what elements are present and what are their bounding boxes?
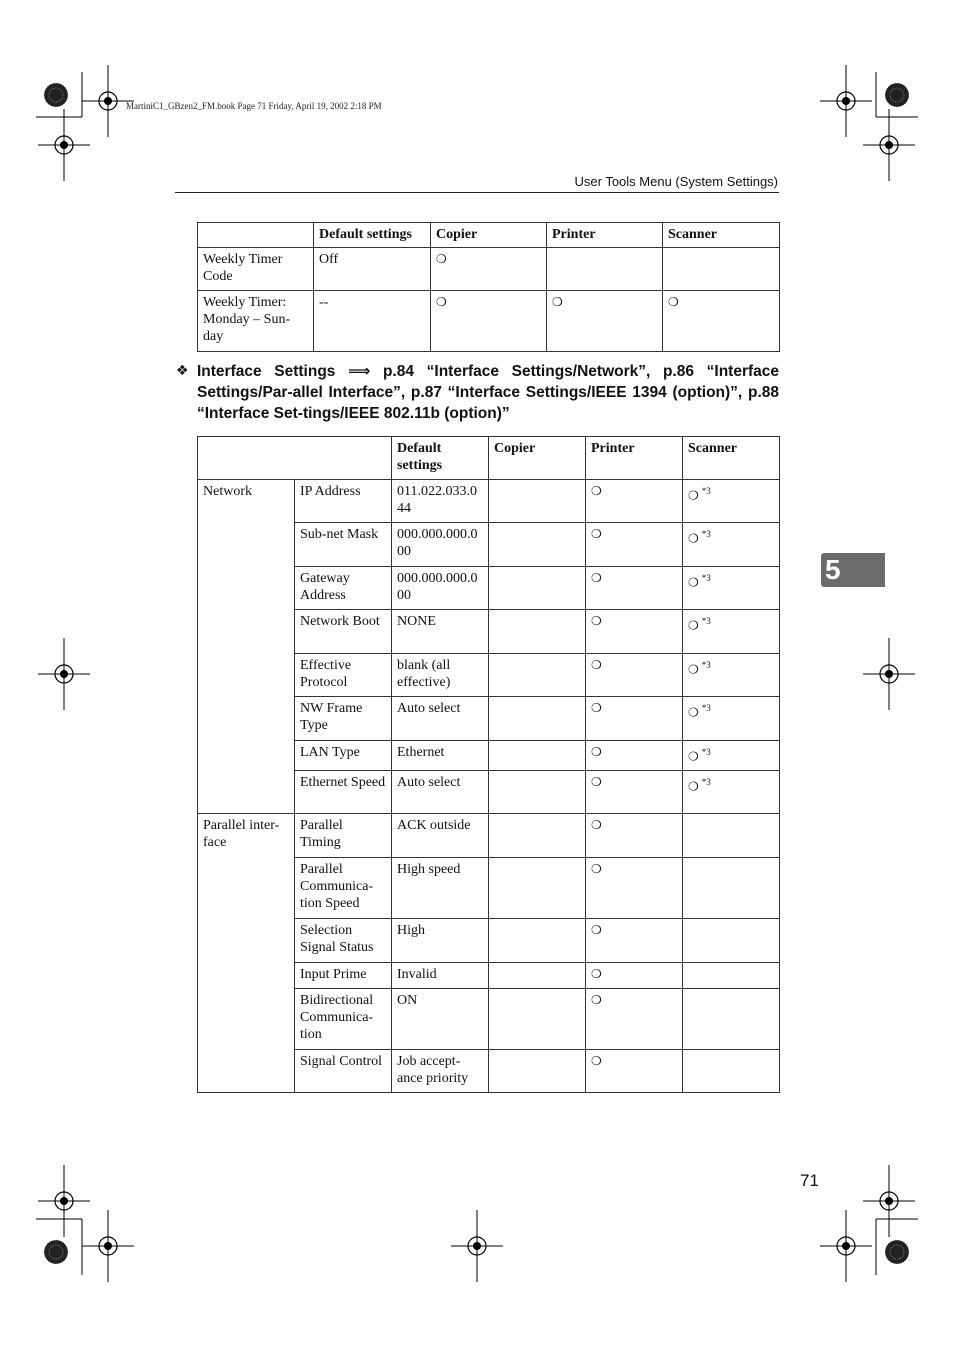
footnote-ref: *3 <box>701 747 711 757</box>
column-header: Printer <box>547 223 663 248</box>
scanner-cell <box>683 523 780 567</box>
copier-cell <box>489 654 586 697</box>
printer-cell: ❍ <box>586 813 683 857</box>
setting-name: IP Address <box>295 480 392 523</box>
row-label: Weekly Timer: Monday – Sun-day <box>198 291 314 352</box>
copier-cell <box>489 1049 586 1092</box>
column-header <box>198 437 392 480</box>
copier-cell <box>489 988 586 1049</box>
setting-name: Selection Signal Status <box>295 918 392 962</box>
table-header-row <box>198 223 780 248</box>
copier-cell <box>489 857 586 918</box>
copier-cell <box>489 697 586 741</box>
row-label: Weekly Timer Code <box>198 248 314 291</box>
table-cell <box>547 248 663 291</box>
copier-cell <box>489 567 586 610</box>
printer-cell: ❍ <box>586 741 683 771</box>
printer-cell: ❍ <box>586 610 683 654</box>
default-value: Auto select <box>392 770 489 813</box>
footnote-ref: *3 <box>701 486 711 496</box>
default-value: Job accept-ance priority <box>392 1049 489 1092</box>
default-value: ON <box>392 988 489 1049</box>
setting-name: NW Frame Type <box>295 697 392 741</box>
section-title: Interface Settings <box>197 363 336 380</box>
running-head: User Tools Menu (System Settings) <box>574 174 778 189</box>
setting-name: Parallel Communica-tion Speed <box>295 857 392 918</box>
table-row <box>198 813 780 857</box>
group-label: Parallel inter-face <box>198 813 295 1092</box>
scanner-cell <box>683 770 780 813</box>
scanner-cell <box>683 918 780 962</box>
table-cell: ❍ <box>431 291 547 352</box>
table-row <box>198 248 780 291</box>
scanner-cell <box>683 962 780 988</box>
scanner-cell <box>683 988 780 1049</box>
column-header: Scanner <box>663 223 780 248</box>
copier-cell <box>489 610 586 654</box>
copier-cell <box>489 770 586 813</box>
setting-name: Signal Control <box>295 1049 392 1092</box>
availability-mark: ❍ <box>688 575 699 590</box>
table-header-row <box>198 437 780 480</box>
setting-name: Ethernet Speed <box>295 770 392 813</box>
table-cell: ❍ <box>663 291 780 352</box>
scanner-cell <box>683 857 780 918</box>
table-row <box>198 480 780 523</box>
column-header: Printer <box>586 437 683 480</box>
footnote-ref: *3 <box>701 616 711 626</box>
chapter-tab: 5 <box>821 553 885 587</box>
column-header: Default settings <box>392 437 489 480</box>
printer-cell: ❍ <box>586 1049 683 1092</box>
column-header: Scanner <box>683 437 780 480</box>
printer-cell: ❍ <box>586 523 683 567</box>
scanner-cell <box>683 697 780 741</box>
printer-cell: ❍ <box>586 770 683 813</box>
scanner-cell <box>683 741 780 771</box>
table-cell: ❍ <box>431 248 547 291</box>
footnote-ref: *3 <box>701 776 711 787</box>
setting-name: Gateway Address <box>295 567 392 610</box>
footnote-ref: *3 <box>701 703 711 713</box>
scanner-cell <box>683 610 780 654</box>
column-header: Copier <box>489 437 586 480</box>
arrow-icon: ⟹ <box>348 363 371 380</box>
table-cell: -- <box>314 291 431 352</box>
default-value: High speed <box>392 857 489 918</box>
column-header <box>198 223 314 248</box>
copier-cell <box>489 918 586 962</box>
section-references: p.84 “Interface Settings/Network”, p.86 “Interface Settings/Par-allel Interface”, p.87 “Interface Settings/IEEE 1394 (option)”, p.88 “Interface Set-tings/IEEE 802.11b (option)” <box>197 363 779 422</box>
copier-cell <box>489 741 586 771</box>
scanner-cell <box>683 813 780 857</box>
scanner-cell <box>683 567 780 610</box>
column-header: Copier <box>431 223 547 248</box>
printer-cell: ❍ <box>586 918 683 962</box>
printer-cell: ❍ <box>586 654 683 697</box>
default-value: ACK outside <box>392 813 489 857</box>
default-value: NONE <box>392 610 489 654</box>
printer-cell: ❍ <box>586 480 683 523</box>
diamond-bullet-icon: ❖ <box>176 363 189 379</box>
copier-cell <box>489 813 586 857</box>
default-value: Invalid <box>392 962 489 988</box>
scanner-cell <box>683 1049 780 1092</box>
default-value: 000.000.000.0 00 <box>392 523 489 567</box>
default-value: High <box>392 918 489 962</box>
default-value: Ethernet <box>392 741 489 771</box>
availability-mark: ❍ <box>688 779 699 794</box>
table-cell <box>663 248 780 291</box>
availability-mark: ❍ <box>688 531 699 546</box>
availability-mark: ❍ <box>688 705 699 720</box>
availability-mark: ❍ <box>688 749 699 764</box>
table-cell: ❍ <box>547 291 663 352</box>
availability-mark: ❍ <box>688 488 699 503</box>
default-value: 011.022.033.0 44 <box>392 480 489 523</box>
setting-name: Effective Protocol <box>295 654 392 697</box>
weekly-timer-table <box>197 222 780 352</box>
table-row <box>198 291 780 352</box>
group-label: Network <box>198 480 295 814</box>
footnote-ref: *3 <box>701 660 711 670</box>
page-number: 71 <box>800 1171 819 1190</box>
setting-name: Parallel Timing <box>295 813 392 857</box>
printer-cell: ❍ <box>586 988 683 1049</box>
setting-name: LAN Type <box>295 741 392 771</box>
interface-settings-table <box>197 436 780 1093</box>
scanner-cell <box>683 480 780 523</box>
printer-cell: ❍ <box>586 962 683 988</box>
footnote-ref: *3 <box>701 529 711 539</box>
setting-name: Input Prime <box>295 962 392 988</box>
default-value: Auto select <box>392 697 489 741</box>
printer-cell: ❍ <box>586 857 683 918</box>
default-value: 000.000.000.0 00 <box>392 567 489 610</box>
scanner-cell <box>683 654 780 697</box>
copier-cell <box>489 480 586 523</box>
copier-cell <box>489 962 586 988</box>
setting-name: Sub-net Mask <box>295 523 392 567</box>
availability-mark: ❍ <box>688 662 699 677</box>
footnote-ref: *3 <box>701 573 711 583</box>
default-value: blank (all effective) <box>392 654 489 697</box>
header-rule <box>175 192 779 193</box>
column-header: Default settings <box>314 223 431 248</box>
setting-name: Bidirectional Communica-tion <box>295 988 392 1049</box>
table-cell: Off <box>314 248 431 291</box>
book-info: MartiniC1_GBzen2_FM.book Page 71 Friday, April 19, 2002 2:18 PM <box>126 101 382 111</box>
printer-cell: ❍ <box>586 697 683 741</box>
availability-mark: ❍ <box>688 618 699 633</box>
printer-cell: ❍ <box>586 567 683 610</box>
setting-name: Network Boot <box>295 610 392 654</box>
interface-settings-heading <box>176 361 779 424</box>
copier-cell <box>489 523 586 567</box>
